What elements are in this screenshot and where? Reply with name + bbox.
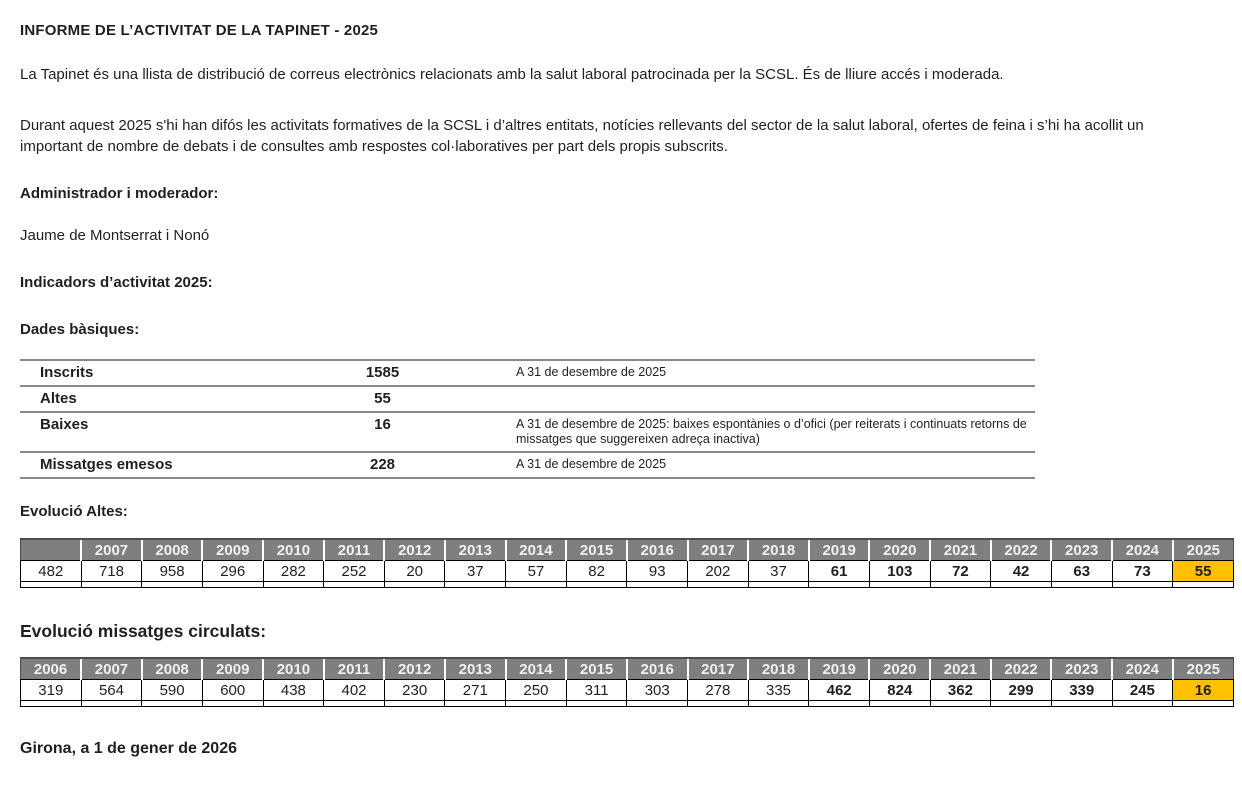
year-value-cell: 103	[869, 561, 930, 582]
year-header-cell: 2016	[627, 658, 688, 680]
stub-cell	[384, 701, 445, 707]
year-value-cell: 42	[991, 561, 1052, 582]
year-header-cell: 2008	[142, 658, 203, 680]
year-value-cell: 282	[263, 561, 324, 582]
basic-table-value-cell: 55	[374, 390, 391, 407]
year-value-cell: 958	[142, 561, 203, 582]
year-header-cell: 2015	[566, 539, 627, 561]
year-header-cell: 2021	[930, 658, 991, 680]
stub-cell	[202, 582, 263, 588]
year-value-cell: 402	[324, 680, 385, 701]
year-header-cell: 2009	[202, 539, 263, 561]
stub-cell	[1051, 701, 1112, 707]
year-value-cell: 37	[445, 561, 506, 582]
messages-evolution-table	[20, 657, 1234, 707]
signature-line: Girona, a 1 de gener de 2026	[20, 740, 237, 757]
stub-cell	[869, 582, 930, 588]
page-title: INFORME DE L’ACTIVITAT DE LA TAPINET - 2025	[20, 22, 379, 39]
stub-cell	[142, 582, 203, 588]
year-value-row	[21, 680, 1234, 701]
year-value-cell: 299	[991, 680, 1052, 701]
stub-cell	[566, 701, 627, 707]
indicators-heading: Indicadors d’activitat 2025:	[20, 274, 213, 291]
stub-cell	[263, 701, 324, 707]
year-value-cell: 202	[688, 561, 749, 582]
year-header-cell: 2013	[445, 658, 506, 680]
stub-cell	[1112, 582, 1173, 588]
year-header-cell: 2020	[869, 539, 930, 561]
basic-table-label-cell: Inscrits	[40, 364, 94, 381]
year-header-cell: 2022	[991, 658, 1052, 680]
year-header-cell: 2010	[263, 658, 324, 680]
year-header-cell: 2022	[991, 539, 1052, 561]
stub-cell	[809, 701, 870, 707]
year-value-cell: 230	[384, 680, 445, 701]
year-value-cell: 718	[81, 561, 142, 582]
year-header-cell: 2024	[1112, 658, 1173, 680]
year-header-cell: 2011	[324, 539, 385, 561]
highlighted-current-year-value-cell: 16	[1173, 680, 1234, 701]
stub-cell	[81, 701, 142, 707]
year-value-cell: 590	[142, 680, 203, 701]
year-header-cell: 2013	[445, 539, 506, 561]
year-value-cell: 20	[384, 561, 445, 582]
year-header-cell: 2007	[81, 539, 142, 561]
year-value-cell: 72	[930, 561, 991, 582]
year-value-cell: 93	[627, 561, 688, 582]
basic-table-value-cell: 16	[374, 416, 391, 433]
year-value-cell: 296	[202, 561, 263, 582]
stub-cell	[445, 582, 506, 588]
year-value-cell: 438	[263, 680, 324, 701]
stub-cell	[445, 701, 506, 707]
altes-evolution-table	[20, 538, 1234, 588]
year-header-cell: 2019	[809, 539, 870, 561]
table-bottom-stub-row	[21, 582, 1234, 588]
year-header-cell: 2014	[506, 658, 567, 680]
year-value-cell: 303	[627, 680, 688, 701]
admin-name: Jaume de Montserrat i Nonó	[20, 227, 210, 244]
basic-table-value-cell: 228	[369, 456, 396, 473]
year-header-cell: 2018	[748, 539, 809, 561]
basic-table-note-cell: A 31 de desembre de 2025	[516, 457, 667, 471]
stub-cell	[506, 582, 567, 588]
basic-table-row	[20, 452, 1035, 478]
altes-evolution-heading: Evolució Altes:	[20, 503, 128, 520]
year-header-cell: 2009	[202, 658, 263, 680]
stub-cell	[81, 582, 142, 588]
year-header-cell: 2023	[1051, 658, 1112, 680]
year-value-cell: 339	[1051, 680, 1112, 701]
basic-table-note-cell	[460, 386, 1035, 412]
basic-table-label-cell: Baixes	[40, 416, 89, 433]
year-header-cell: 2008	[142, 539, 203, 561]
stub-cell	[627, 701, 688, 707]
year-header-cell: 2020	[869, 658, 930, 680]
table-bottom-stub-row	[21, 701, 1234, 707]
highlighted-current-year-value-cell: 55	[1173, 561, 1234, 582]
year-header-cell: 2024	[1112, 539, 1173, 561]
year-value-cell: 57	[506, 561, 567, 582]
basic-table-label-cell: Altes	[40, 390, 77, 407]
year-value-cell: 824	[869, 680, 930, 701]
year-value-cell: 278	[688, 680, 749, 701]
year-header-row	[21, 658, 1234, 680]
basic-data-table	[20, 359, 1035, 479]
stub-cell	[263, 582, 324, 588]
intro-paragraph: La Tapinet és una llista de distribució de correus electrònics relacionats amb la salut laboral patrocinada per la SCSL. És de lliure accés i moderada.	[20, 66, 1004, 83]
stub-cell	[809, 582, 870, 588]
year-value-cell: 245	[1112, 680, 1173, 701]
year-value-cell: 37	[748, 561, 809, 582]
stub-cell	[324, 582, 385, 588]
year-value-cell: 319	[21, 680, 82, 701]
stub-cell	[202, 701, 263, 707]
stub-cell	[869, 701, 930, 707]
stub-cell	[930, 701, 991, 707]
stub-cell	[627, 582, 688, 588]
stub-cell	[1112, 701, 1173, 707]
basic-table-note-cell: A 31 de desembre de 2025: baixes espontànies o d’ofici (per reiterats i continuats retorns de missatges que suggereixen adreça inactiva)	[516, 417, 1027, 446]
basic-table-label-cell: Missatges emesos	[40, 456, 173, 473]
stub-cell	[991, 701, 1052, 707]
year-value-cell: 335	[748, 680, 809, 701]
stub-cell	[1173, 582, 1234, 588]
year-header-cell: 2017	[688, 539, 749, 561]
year-header-cell: 2014	[506, 539, 567, 561]
year-header-cell: 2011	[324, 658, 385, 680]
year-value-cell: 362	[930, 680, 991, 701]
year-header-cell: 2018	[748, 658, 809, 680]
year-header-cell: 2016	[627, 539, 688, 561]
year-value-cell: 462	[809, 680, 870, 701]
basic-table-note-cell: A 31 de desembre de 2025	[516, 365, 667, 379]
year-header-cell: 2021	[930, 539, 991, 561]
stub-cell	[991, 582, 1052, 588]
stub-cell	[21, 701, 82, 707]
year-header-cell: 2015	[566, 658, 627, 680]
basic-table-row	[20, 360, 1035, 386]
stub-cell	[506, 701, 567, 707]
basic-data-heading: Dades bàsiques:	[20, 321, 140, 338]
year-value-row	[21, 561, 1234, 582]
year-header-cell: 2007	[81, 658, 142, 680]
year-value-cell: 564	[81, 680, 142, 701]
admin-heading: Administrador i moderador:	[20, 185, 219, 202]
basic-table-value-cell: 1585	[365, 364, 400, 381]
basic-table-row	[20, 386, 1035, 412]
stub-cell	[142, 701, 203, 707]
messages-evolution-heading: Evolució missatges circulats:	[20, 621, 267, 641]
stub-cell	[930, 582, 991, 588]
stub-cell	[748, 582, 809, 588]
year-value-cell: 600	[202, 680, 263, 701]
year-header-cell: 2010	[263, 539, 324, 561]
year-header-cell	[21, 539, 82, 561]
year-header-cell: 2025	[1173, 658, 1234, 680]
year-header-cell: 2019	[809, 658, 870, 680]
year-value-cell: 311	[566, 680, 627, 701]
year-header-cell: 2017	[688, 658, 749, 680]
year-header-cell: 2006	[21, 658, 82, 680]
year-value-cell: 82	[566, 561, 627, 582]
stub-cell	[324, 701, 385, 707]
year-value-cell: 250	[506, 680, 567, 701]
year-value-cell: 482	[21, 561, 82, 582]
stub-cell	[688, 582, 749, 588]
stub-cell	[1173, 701, 1234, 707]
year-header-cell: 2012	[384, 539, 445, 561]
activity-paragraph: Durant aquest 2025 s'hi han difós les activitats formatives de la SCSL i d’altres entitats, notícies rellevants del sector de la salut laboral, ofertes de feina i s’hi ha acollit un important de nombre de debats i de consultes amb respostes col·laboratives per part dels propis subscrits.	[20, 117, 1144, 155]
year-value-cell: 252	[324, 561, 385, 582]
year-value-cell: 61	[809, 561, 870, 582]
basic-table-row	[20, 412, 1035, 452]
stub-cell	[566, 582, 627, 588]
year-value-cell: 271	[445, 680, 506, 701]
stub-cell	[1051, 582, 1112, 588]
stub-cell	[748, 701, 809, 707]
stub-cell	[384, 582, 445, 588]
stub-cell	[21, 582, 82, 588]
year-header-row	[21, 539, 1234, 561]
stub-cell	[688, 701, 749, 707]
year-header-cell: 2025	[1173, 539, 1234, 561]
year-value-cell: 63	[1051, 561, 1112, 582]
year-header-cell: 2023	[1051, 539, 1112, 561]
year-value-cell: 73	[1112, 561, 1173, 582]
year-header-cell: 2012	[384, 658, 445, 680]
